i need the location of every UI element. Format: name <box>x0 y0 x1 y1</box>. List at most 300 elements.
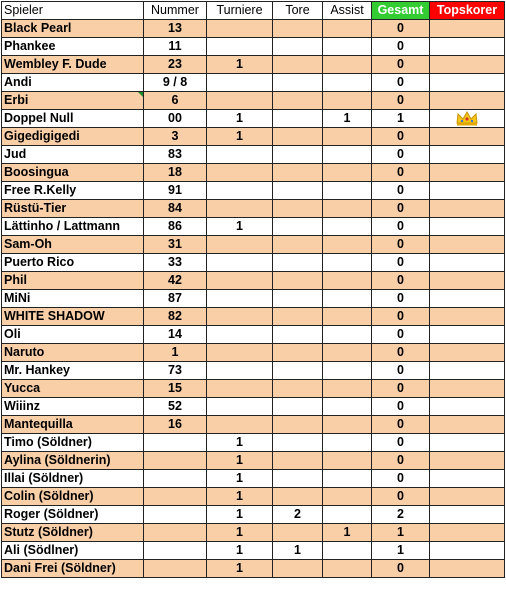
tore-cell[interactable] <box>273 380 323 398</box>
gesamt-cell[interactable] <box>372 308 430 326</box>
topskorer-cell[interactable] <box>430 164 505 182</box>
table-row <box>2 146 505 164</box>
assist-cell[interactable] <box>323 128 372 146</box>
nummer-cell[interactable] <box>144 254 207 272</box>
tore-cell[interactable] <box>273 272 323 290</box>
assist-cell[interactable] <box>323 398 372 416</box>
player-name-cell[interactable] <box>2 182 144 200</box>
assist-cell[interactable] <box>323 146 372 164</box>
tore-cell[interactable] <box>273 506 323 524</box>
turniere-cell[interactable] <box>207 506 273 524</box>
nummer-cell[interactable] <box>144 488 207 506</box>
player-name-cell[interactable] <box>2 110 144 128</box>
topskorer-cell[interactable] <box>430 182 505 200</box>
player-name-cell[interactable] <box>2 326 144 344</box>
player-name-cell[interactable] <box>2 308 144 326</box>
gesamt-cell[interactable] <box>372 218 430 236</box>
tore-cell[interactable] <box>273 218 323 236</box>
assist-cell[interactable] <box>323 506 372 524</box>
gesamt-cell[interactable] <box>372 110 430 128</box>
nummer-value: 42 <box>168 273 182 287</box>
turniere-cell[interactable] <box>207 146 273 164</box>
turniere-cell[interactable] <box>207 470 273 488</box>
player-name-cell[interactable] <box>2 254 144 272</box>
turniere-cell[interactable] <box>207 128 273 146</box>
nummer-cell[interactable] <box>144 362 207 380</box>
player-name-cell[interactable] <box>2 416 144 434</box>
table-row <box>2 380 505 398</box>
gesamt-cell[interactable] <box>372 272 430 290</box>
gesamt-cell[interactable] <box>372 380 430 398</box>
gesamt-cell[interactable] <box>372 362 430 380</box>
gesamt-cell[interactable] <box>372 38 430 56</box>
tore-cell[interactable] <box>273 74 323 92</box>
turniere-cell[interactable] <box>207 236 273 254</box>
tore-cell[interactable] <box>273 344 323 362</box>
turniere-cell[interactable] <box>207 488 273 506</box>
gesamt-cell[interactable] <box>372 146 430 164</box>
topskorer-cell[interactable] <box>430 434 505 452</box>
nummer-cell[interactable] <box>144 380 207 398</box>
turniere-cell[interactable] <box>207 20 273 38</box>
gesamt-cell[interactable] <box>372 470 430 488</box>
nummer-cell[interactable] <box>144 272 207 290</box>
topskorer-cell[interactable] <box>430 92 505 110</box>
table-row <box>2 344 505 362</box>
assist-cell[interactable] <box>323 524 372 542</box>
topskorer-cell[interactable] <box>430 506 505 524</box>
tore-cell[interactable] <box>273 38 323 56</box>
name-value: Illai (Söldner) <box>4 471 84 485</box>
nummer-cell[interactable] <box>144 92 207 110</box>
nummer-value: 33 <box>168 255 182 269</box>
turniere-cell[interactable] <box>207 452 273 470</box>
table-row <box>2 110 505 128</box>
topskorer-cell[interactable] <box>430 488 505 506</box>
gesamt-value: 0 <box>397 57 404 71</box>
player-name-cell[interactable] <box>2 290 144 308</box>
name-value: Ali (Södlner) <box>4 543 79 557</box>
assist-cell[interactable] <box>323 416 372 434</box>
nummer-cell[interactable] <box>144 434 207 452</box>
nummer-value: 13 <box>168 21 182 35</box>
header-topskorer[interactable]: Topskorer <box>430 2 505 20</box>
nummer-value: 18 <box>168 165 182 179</box>
name-value: Black Pearl <box>4 21 72 35</box>
tore-cell[interactable] <box>273 92 323 110</box>
nummer-cell[interactable] <box>144 200 207 218</box>
gesamt-cell[interactable] <box>372 74 430 92</box>
gesamt-value: 0 <box>397 273 404 287</box>
turniere-cell[interactable] <box>207 290 273 308</box>
turniere-cell[interactable] <box>207 524 273 542</box>
tore-cell[interactable] <box>273 236 323 254</box>
table-row <box>2 488 505 506</box>
nummer-value: 3 <box>171 129 179 143</box>
name-value: Free R.Kelly <box>4 183 77 197</box>
player-name-cell[interactable] <box>2 452 144 470</box>
gesamt-cell[interactable] <box>372 92 430 110</box>
tore-cell[interactable] <box>273 542 323 560</box>
gesamt-value: 0 <box>397 453 404 467</box>
assist-cell[interactable] <box>323 380 372 398</box>
gesamt-cell[interactable] <box>372 542 430 560</box>
nummer-cell[interactable] <box>144 146 207 164</box>
topskorer-cell[interactable] <box>430 326 505 344</box>
topskorer-cell[interactable] <box>430 272 505 290</box>
tore-cell[interactable] <box>273 128 323 146</box>
gesamt-value: 0 <box>397 489 404 503</box>
turniere-cell[interactable] <box>207 164 273 182</box>
topskorer-cell[interactable] <box>430 254 505 272</box>
player-name-cell[interactable] <box>2 272 144 290</box>
nummer-cell[interactable] <box>144 344 207 362</box>
name-value: Lättinho / Lattmann <box>4 219 120 233</box>
player-name-cell[interactable] <box>2 398 144 416</box>
turniere-cell[interactable] <box>207 308 273 326</box>
turniere-cell[interactable] <box>207 416 273 434</box>
nummer-value: 83 <box>168 147 182 161</box>
assist-cell[interactable] <box>323 344 372 362</box>
nummer-value: 14 <box>168 327 182 341</box>
turniere-value: 1 <box>236 111 243 125</box>
assist-cell[interactable] <box>323 290 372 308</box>
tore-cell[interactable] <box>273 290 323 308</box>
player-name-cell[interactable] <box>2 20 144 38</box>
name-value: Puerto Rico <box>4 255 75 269</box>
player-name-cell[interactable] <box>2 344 144 362</box>
gesamt-cell[interactable] <box>372 20 430 38</box>
nummer-cell[interactable] <box>144 290 207 308</box>
nummer-cell[interactable] <box>144 236 207 254</box>
name-value: Rüstü-Tier <box>4 201 67 215</box>
gesamt-value: 0 <box>397 399 404 413</box>
turniere-cell[interactable] <box>207 110 273 128</box>
gesamt-value: 0 <box>397 201 404 215</box>
assist-cell[interactable] <box>323 470 372 488</box>
tore-cell[interactable] <box>273 416 323 434</box>
turniere-cell[interactable] <box>207 560 273 578</box>
nummer-value: 31 <box>168 237 182 251</box>
player-name-cell[interactable] <box>2 218 144 236</box>
gesamt-cell[interactable] <box>372 254 430 272</box>
gesamt-value: 0 <box>397 471 404 485</box>
nummer-cell[interactable] <box>144 182 207 200</box>
table-row <box>2 524 505 542</box>
tore-cell[interactable] <box>273 308 323 326</box>
nummer-cell[interactable] <box>144 542 207 560</box>
nummer-value: 84 <box>168 201 182 215</box>
assist-cell[interactable] <box>323 254 372 272</box>
gesamt-value: 0 <box>397 75 404 89</box>
assist-cell[interactable] <box>323 488 372 506</box>
name-value: Mantequilla <box>4 417 73 431</box>
topskorer-cell[interactable] <box>430 110 505 128</box>
topskorer-cell[interactable] <box>430 290 505 308</box>
turniere-value: 1 <box>236 561 243 575</box>
topskorer-cell[interactable] <box>430 452 505 470</box>
table-row <box>2 470 505 488</box>
table-row <box>2 20 505 38</box>
table-row <box>2 128 505 146</box>
nummer-cell[interactable] <box>144 218 207 236</box>
header-nummer[interactable]: Nummer <box>144 2 207 20</box>
gesamt-cell[interactable] <box>372 200 430 218</box>
assist-cell[interactable] <box>323 38 372 56</box>
topskorer-cell[interactable] <box>430 542 505 560</box>
tore-cell[interactable] <box>273 110 323 128</box>
table-row <box>2 452 505 470</box>
player-name-cell[interactable] <box>2 92 144 110</box>
nummer-cell[interactable] <box>144 560 207 578</box>
assist-cell[interactable] <box>323 326 372 344</box>
topskorer-cell[interactable] <box>430 380 505 398</box>
topskorer-cell[interactable] <box>430 146 505 164</box>
topskorer-cell[interactable] <box>430 416 505 434</box>
player-name-cell[interactable] <box>2 506 144 524</box>
player-name-cell[interactable] <box>2 74 144 92</box>
turniere-value: 1 <box>236 57 243 71</box>
header-spieler[interactable]: Spieler <box>2 2 144 20</box>
gesamt-cell[interactable] <box>372 182 430 200</box>
player-name-cell[interactable] <box>2 56 144 74</box>
name-value: Oli <box>4 327 21 341</box>
nummer-cell[interactable] <box>144 308 207 326</box>
assist-cell[interactable] <box>323 308 372 326</box>
nummer-cell[interactable] <box>144 38 207 56</box>
nummer-cell[interactable] <box>144 164 207 182</box>
topskorer-cell[interactable] <box>430 470 505 488</box>
gesamt-cell[interactable] <box>372 524 430 542</box>
tore-cell[interactable] <box>273 56 323 74</box>
gesamt-cell[interactable] <box>372 236 430 254</box>
nummer-cell[interactable] <box>144 524 207 542</box>
nummer-cell[interactable] <box>144 74 207 92</box>
tore-cell[interactable] <box>273 164 323 182</box>
topskorer-cell[interactable] <box>430 200 505 218</box>
name-value: Boosingua <box>4 165 69 179</box>
assist-cell[interactable] <box>323 362 372 380</box>
gesamt-value: 0 <box>397 381 404 395</box>
assist-cell[interactable] <box>323 452 372 470</box>
nummer-cell[interactable] <box>144 506 207 524</box>
name-value: Naruto <box>4 345 45 359</box>
assist-cell[interactable] <box>323 542 372 560</box>
name-value: Gigedigigedi <box>4 129 80 143</box>
player-name-cell[interactable] <box>2 146 144 164</box>
tore-cell[interactable] <box>273 362 323 380</box>
nummer-value: 73 <box>168 363 182 377</box>
turniere-cell[interactable] <box>207 326 273 344</box>
topskorer-cell[interactable] <box>430 308 505 326</box>
tore-cell[interactable] <box>273 254 323 272</box>
player-name-cell[interactable] <box>2 470 144 488</box>
player-name-cell[interactable] <box>2 380 144 398</box>
topskorer-cell[interactable] <box>430 236 505 254</box>
tore-cell[interactable] <box>273 146 323 164</box>
gesamt-cell[interactable] <box>372 326 430 344</box>
nummer-value: 86 <box>168 219 182 233</box>
gesamt-value: 0 <box>397 309 404 323</box>
assist-cell[interactable] <box>323 20 372 38</box>
tore-cell[interactable] <box>273 560 323 578</box>
name-value: Phil <box>4 273 27 287</box>
table-row <box>2 308 505 326</box>
assist-cell[interactable] <box>323 92 372 110</box>
tore-cell[interactable] <box>273 524 323 542</box>
tore-cell[interactable] <box>273 182 323 200</box>
gesamt-value: 0 <box>397 39 404 53</box>
assist-cell[interactable] <box>323 236 372 254</box>
topskorer-cell[interactable] <box>430 524 505 542</box>
turniere-cell[interactable] <box>207 74 273 92</box>
table-row <box>2 92 505 110</box>
nummer-cell[interactable] <box>144 326 207 344</box>
header-gesamt[interactable]: Gesamt <box>372 2 430 20</box>
gesamt-cell[interactable] <box>372 164 430 182</box>
gesamt-cell[interactable] <box>372 56 430 74</box>
turniere-cell[interactable] <box>207 38 273 56</box>
nummer-cell[interactable] <box>144 56 207 74</box>
tore-cell[interactable] <box>273 326 323 344</box>
nummer-cell[interactable] <box>144 416 207 434</box>
turniere-cell[interactable] <box>207 344 273 362</box>
gesamt-cell[interactable] <box>372 416 430 434</box>
table-row <box>2 218 505 236</box>
name-value: Andi <box>4 75 32 89</box>
turniere-cell[interactable] <box>207 92 273 110</box>
player-name-cell[interactable] <box>2 236 144 254</box>
header-row <box>2 2 505 20</box>
nummer-value: 9 / 8 <box>162 75 188 89</box>
topskorer-cell[interactable] <box>430 20 505 38</box>
gesamt-cell[interactable] <box>372 128 430 146</box>
player-name-cell[interactable] <box>2 38 144 56</box>
topskorer-cell[interactable] <box>430 38 505 56</box>
turniere-cell[interactable] <box>207 254 273 272</box>
player-name-cell[interactable] <box>2 164 144 182</box>
assist-cell[interactable] <box>323 560 372 578</box>
gesamt-cell[interactable] <box>372 434 430 452</box>
name-value: Dani Frei (Söldner) <box>4 561 116 575</box>
header-turniere[interactable]: Turniere <box>207 2 273 20</box>
turniere-cell[interactable] <box>207 56 273 74</box>
header-tore[interactable]: Tore <box>273 2 323 20</box>
gesamt-value: 0 <box>397 219 404 233</box>
topskorer-cell[interactable] <box>430 344 505 362</box>
tore-cell[interactable] <box>273 452 323 470</box>
turniere-cell[interactable] <box>207 272 273 290</box>
header-assist[interactable]: Assist <box>323 2 372 20</box>
gesamt-cell[interactable] <box>372 344 430 362</box>
topskorer-cell[interactable] <box>430 560 505 578</box>
name-value: Sam-Oh <box>4 237 52 251</box>
gesamt-value: 1 <box>397 543 404 557</box>
assist-cell[interactable] <box>323 74 372 92</box>
topskorer-cell[interactable] <box>430 398 505 416</box>
player-name-cell[interactable] <box>2 560 144 578</box>
turniere-cell[interactable] <box>207 434 273 452</box>
topskorer-cell[interactable] <box>430 362 505 380</box>
nummer-cell[interactable] <box>144 20 207 38</box>
assist-cell[interactable] <box>323 218 372 236</box>
name-value: Yucca <box>4 381 41 395</box>
gesamt-value: 0 <box>397 129 404 143</box>
tore-cell[interactable] <box>273 488 323 506</box>
gesamt-value: 2 <box>397 507 404 521</box>
nummer-cell[interactable] <box>144 110 207 128</box>
nummer-value: 00 <box>168 111 182 125</box>
nummer-cell[interactable] <box>144 128 207 146</box>
player-name-cell[interactable] <box>2 128 144 146</box>
turniere-cell[interactable] <box>207 380 273 398</box>
nummer-value: 15 <box>168 381 182 395</box>
gesamt-cell[interactable] <box>372 398 430 416</box>
assist-cell[interactable] <box>323 164 372 182</box>
gesamt-cell[interactable] <box>372 506 430 524</box>
name-value: Roger (Söldner) <box>4 507 99 521</box>
gesamt-value: 0 <box>397 435 404 449</box>
assist-cell[interactable] <box>323 200 372 218</box>
table-row <box>2 542 505 560</box>
assist-cell[interactable] <box>323 182 372 200</box>
assist-cell[interactable] <box>323 56 372 74</box>
player-name-cell[interactable] <box>2 524 144 542</box>
gesamt-cell[interactable] <box>372 452 430 470</box>
gesamt-cell[interactable] <box>372 488 430 506</box>
tore-cell[interactable] <box>273 434 323 452</box>
tore-cell[interactable] <box>273 470 323 488</box>
player-name-cell[interactable] <box>2 362 144 380</box>
turniere-cell[interactable] <box>207 362 273 380</box>
tore-cell[interactable] <box>273 398 323 416</box>
table-row <box>2 326 505 344</box>
table-row <box>2 56 505 74</box>
topskorer-cell[interactable] <box>430 128 505 146</box>
turniere-cell[interactable] <box>207 182 273 200</box>
player-name-cell[interactable] <box>2 434 144 452</box>
turniere-cell[interactable] <box>207 398 273 416</box>
player-name-cell[interactable] <box>2 488 144 506</box>
turniere-cell[interactable] <box>207 218 273 236</box>
assist-cell[interactable] <box>323 110 372 128</box>
topskorer-cell[interactable] <box>430 218 505 236</box>
table-body <box>2 20 505 578</box>
topskorer-cell[interactable] <box>430 56 505 74</box>
assist-cell[interactable] <box>323 272 372 290</box>
tore-cell[interactable] <box>273 20 323 38</box>
name-value: Phankee <box>4 39 56 53</box>
turniere-cell[interactable] <box>207 542 273 560</box>
assist-cell[interactable] <box>323 434 372 452</box>
gesamt-cell[interactable] <box>372 560 430 578</box>
turniere-cell[interactable] <box>207 200 273 218</box>
name-value: MiNi <box>4 291 31 305</box>
player-name-cell[interactable] <box>2 200 144 218</box>
table-row <box>2 398 505 416</box>
gesamt-value: 0 <box>397 291 404 305</box>
turniere-value: 1 <box>236 543 243 557</box>
gesamt-value: 0 <box>397 93 404 107</box>
nummer-cell[interactable] <box>144 452 207 470</box>
gesamt-cell[interactable] <box>372 290 430 308</box>
topskorer-cell[interactable] <box>430 74 505 92</box>
tore-cell[interactable] <box>273 200 323 218</box>
player-name-cell[interactable] <box>2 542 144 560</box>
nummer-value: 91 <box>168 183 182 197</box>
nummer-cell[interactable] <box>144 470 207 488</box>
nummer-cell[interactable] <box>144 398 207 416</box>
